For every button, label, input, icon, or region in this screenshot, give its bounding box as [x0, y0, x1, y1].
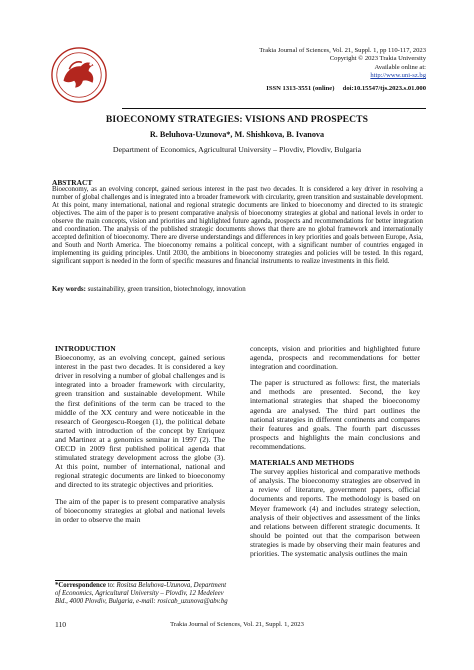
- article-title: BIOECONOMY STRATEGIES: VISIONS AND PROSPECTS: [105, 114, 369, 125]
- keywords-text: sustainability, green transition, biotechnology, innovation: [87, 286, 246, 293]
- introduction-paragraph-2-continued: concepts, vision and priorities and highlighted future agenda, prospects and recommendations for better integration and coordination.: [250, 344, 420, 372]
- header-divider: [122, 108, 426, 109]
- left-column: [55, 344, 225, 531]
- methods-paragraph-1: The survey applies historical and comparative methods of analysis. The bioeconomy strategies are observed in a review of literature, government papers, official documents and reports. The methodology is based on Meyer framework (4) and includes strategy selection, analysis of their objectives and assessment of the links and relations between different strategic documents. It should be pointed out that the comparison between strategies is made by observing their main features and priorities. The systematic analysis outlines the main: [250, 467, 420, 558]
- page-number: 110: [55, 620, 67, 629]
- issn-doi-line: [176, 85, 426, 93]
- copyright-line: Copyright © 2023 Trakia University: [329, 55, 426, 63]
- abstract-heading: ABSTRACT: [52, 178, 93, 187]
- correspondence-label: *Correspondence: [55, 582, 106, 589]
- introduction-paragraph-3: The paper is structured as follows: first, the materials and methods are presented. Second, the key international strategies that shaped the bioeconomy agenda are analysed. The third part outlines the national strategies in different continents and compares their features and goals. The fourth part discusses prospects and highlights the main conclusions and recommendations.: [250, 378, 420, 451]
- methods-heading: MATERIALS AND METHODS: [250, 458, 355, 468]
- footnote-divider: [55, 580, 190, 581]
- issn: ISSN 1313-3551 (online): [266, 84, 335, 92]
- introduction-paragraph-1: Bioeconomy, as an evolving concept, gained serious interest in the past two decades. It is considered a key driver in resolving a number of global challenges and is integrated into a broader framework with circularity, green transition and sustainable development. While the first definitions of the term can be traced to the middle of the XX century and were noticeable in the research of Georgescu-Roegen (1), the political debate started with introduction of the concept by Enriquez and Martinez at a genomics seminar in 1997 (2). The OECD in 2009 first published political agenda that stimulated strategy development across the globe (3). At this point, number of international, national and regional strategic documents are linked to bioeconomy and directed to its strategic objectives and priorities.: [55, 353, 225, 490]
- correspondence-to: to:: [107, 582, 115, 589]
- abstract-text: Bioeconomy, as an evolving concept, gained serious interest in the past two decades. It is considered a key driver in resolving a number of global challenges and is integrated into a broader framework with circularity, green transition and sustainable development. At this point, many international, national and regional strategic documents are linked to bioeconomy and directed to its strategic objectives. The aim of the paper is to present comparative analysis of bioeconomy strategies at global and national levels in order to observe the main concepts, vision and priorities and highlighted future agenda, prospects and recommendations for better integration and coordination. The analysis of the published strategic documents shows that there are no global framework and internationally accepted definition of bioeconomy. There are diverse understandings and differences in key priorities and goals between Europe, Asia, and South and North America. The bioeconomy remains a political concept, with a significant number of countries engaged in implementing its guiding principles. Until 2030, the ambitions in bioeconomy strategies and policies will be tested. In this regard, significant support is needed in the form of specific measures and financial instruments to realize investments in this field.: [52, 186, 423, 266]
- article-authors: R. Beluhova-Uzunova*, M. Shishkova, B. Ivanova: [149, 130, 325, 139]
- keywords-label: Key words:: [52, 286, 86, 293]
- right-column: [250, 344, 420, 565]
- correspondence-details: Rositsa Beluhova-Uzunova, Department of Economics, Agricultural University – Plovdiv, 12 Medeleev Bld., 4000 Plovdiv, Bulgaria, e-mail: rosicab_uzunova@abv.bg: [55, 582, 228, 606]
- available-online-label: Available online at:: [374, 63, 426, 71]
- doi: doi:10.15547/tjs.2023.s.01.000: [342, 84, 426, 92]
- journal-citation: Trakia Journal of Sciences, Vol. 21, Suppl. 1, pp 110-117, 2023: [259, 47, 426, 54]
- author-affiliation: Department of Economics, Agricultural University – Plovdiv, Plovdiv, Bulgaria: [112, 145, 362, 154]
- journal-header: [176, 47, 426, 93]
- footer-journal: Trakia Journal of Sciences, Vol. 21, Suppl. 1, 2023: [170, 621, 304, 628]
- introduction-paragraph-2: The aim of the paper is to present comparative analysis of bioeconomy strategies at global and national levels in order to observe the main: [55, 496, 225, 524]
- introduction-heading: INTRODUCTION: [55, 344, 116, 353]
- trakia-university-logo: [50, 46, 108, 104]
- journal-url-link[interactable]: http://www.uni-sz.bg: [370, 72, 426, 80]
- keywords: [52, 286, 423, 294]
- correspondence-footnote: [55, 582, 230, 607]
